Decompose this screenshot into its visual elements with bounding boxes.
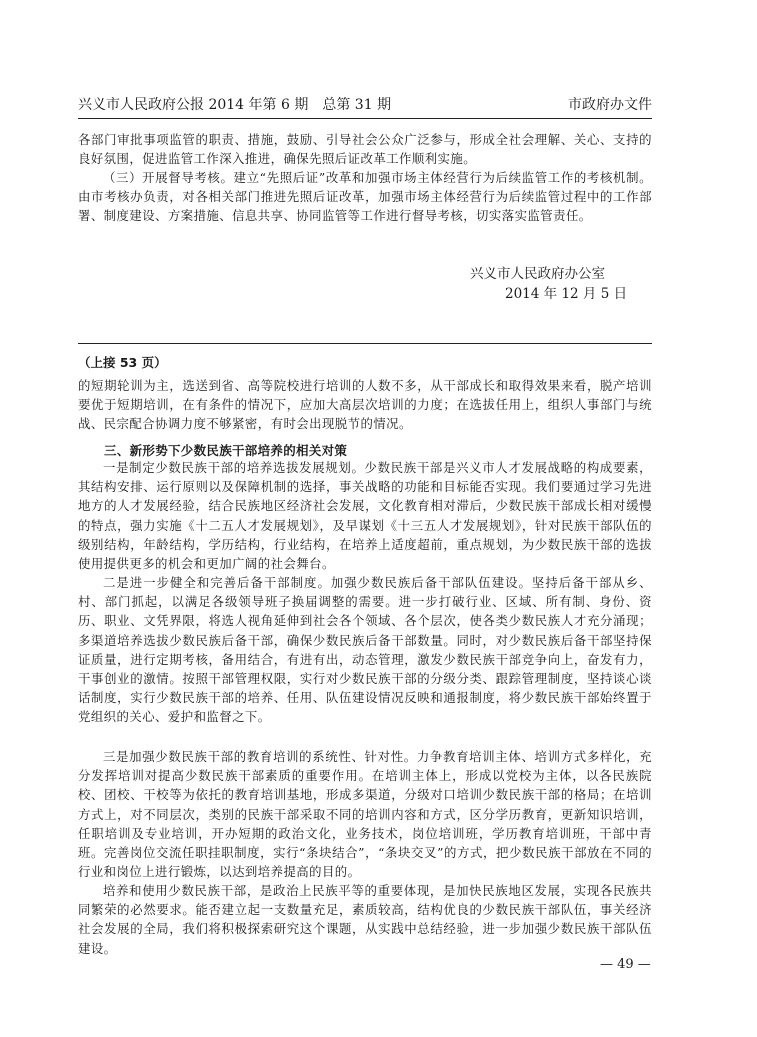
- paragraph-supervision: 各部门审批事项监管的职责、措施，鼓励、引导社会公众广泛参与，形成全社会理解、关心、支持的良好氛围，促进监管工作深入推进，确保先照后证改革工作顺利实施。: [78, 132, 652, 167]
- signature-date: 2014 年 12 月 5 日: [505, 286, 628, 302]
- section-heading: 三、新形势下少数民族干部培养的相关对策: [104, 443, 348, 458]
- paragraph-conclusion: 培养和使用少数民族干部，是政治上民族平等的重要体现，是加快民族地区发展，实现各民族共同繁荣的必然要求。能否建立起一支数量充足，素质较高，结构优良的少数民族干部队伍，事关经济社会发展的全局，我们将积极探索研究这个课题，从实践中总结经验，进一步加强少数民族干部队伍建设。: [78, 883, 652, 956]
- header-publication: 兴义市人民政府公报 2014 年第 6 期 总第 31 期: [78, 97, 392, 113]
- paragraph-reserve-cadres: 二是进一步健全和完善后备干部制度。加强少数民族后备干部队伍建设。坚持后备干部从乡、村、部门抓起，以满足各级领导班子换届调整的需要。进一步打破行业、区域、所有制、身份、资历、职业、文凭界限，将选人视角延伸到社会各个领域、各个层次，使各类少数民族人才充分涌现；多渠道培养选拔少数民族后备干部，确保少数民族后备干部数量。同时，对少数民族后备干部坚持保证质量，进行定期考核，备用结合，有进有出，动态管理，激发少数民族干部竞争向上，奋发有力，干事创业的激情。按照干部管理权限，实行对少数民族干部的分级分类、跟踪管理制度，坚持谈心谈话制度，实行少数民族干部的培养、任用、队伍建设情况反映和通报制度，将少数民族干部始终置于党组织的关心、爱护和监督之下。: [78, 575, 652, 725]
- section-rule: [78, 343, 652, 344]
- page-header: [78, 94, 652, 116]
- page-number: — 49 —: [600, 957, 651, 972]
- header-rule: [78, 118, 652, 119]
- header-section: 市政府办文件: [568, 97, 652, 113]
- paragraph-education-training: 三是加强少数民族干部的教育培训的系统性、针对性。力争教育培训主体、培训方式多样化，充分发挥培训对提高少数民族干部素质的重要作用。在培训主体上，形成以党校为主体，以各民族院校、团校、干校等为依托的教育培训基地，形成多渠道，分级对口培训少数民族干部的格局；在培训方式上，对不同层次，类别的民族干部采取不同的培训内容和方式，区分学历教育，更新知识培训，任职培训及专业培训，开办短期的政治文化，业务技术，岗位培训班，学历教育培训班，干部中青班。完善岗位交流任职挂职制度，实行“条块结合”，“条块交叉”的方式，把少数民族干部放在不同的行业和岗位上进行锻炼，以达到培养提高的目的。: [78, 749, 652, 880]
- paragraph-assessment: （三）开展督导考核。建立“先照后证”改革和加强市场主体经营行为后续监管工作的考核机制。由市考核办负责，对各相关部门推进先照后证改革，加强市场主体经营行为后续监管过程中的工作部署、制度建设、方案措施、信息共享、协同监管等工作进行督导考核，切实落实监管责任。: [78, 170, 652, 224]
- continued-from-label: （上接 53 页）: [78, 355, 167, 370]
- signature-org: 兴义市人民政府办公室: [470, 266, 605, 282]
- paragraph-plan: 一是制定少数民族干部的培养选拔发展规划。少数民族干部是兴义市人才发展战略的构成要素，其结构安排、运行原则以及保障机制的选择，事关战略的功能和目标能否实现。我们要通过学习先进地方的人才发展经验，结合民族地区经济社会发展，文化教育相对滞后，少数民族干部成长相对缓慢的特点，强力实施《十二五人才发展规划》，及早谋划《十三五人才发展规划》，针对民族干部队伍的级别结构，年龄结构，学历结构，行业结构，在培养上适度超前，重点规划，为少数民族干部的选拔使用提供更多的机会和更加广阔的社会舞台。: [78, 460, 652, 572]
- paragraph-training-status: 的短期轮训为主，选送到省、高等院校进行培训的人数不多，从干部成长和取得效果来看，脱产培训要优于短期培训，在有条件的情况下，应加大高层次培训的力度；在选拔任用上，组织人事部门与统战、民宗配合协调力度不够紧密，有时会出现脱节的情况。: [78, 378, 652, 432]
